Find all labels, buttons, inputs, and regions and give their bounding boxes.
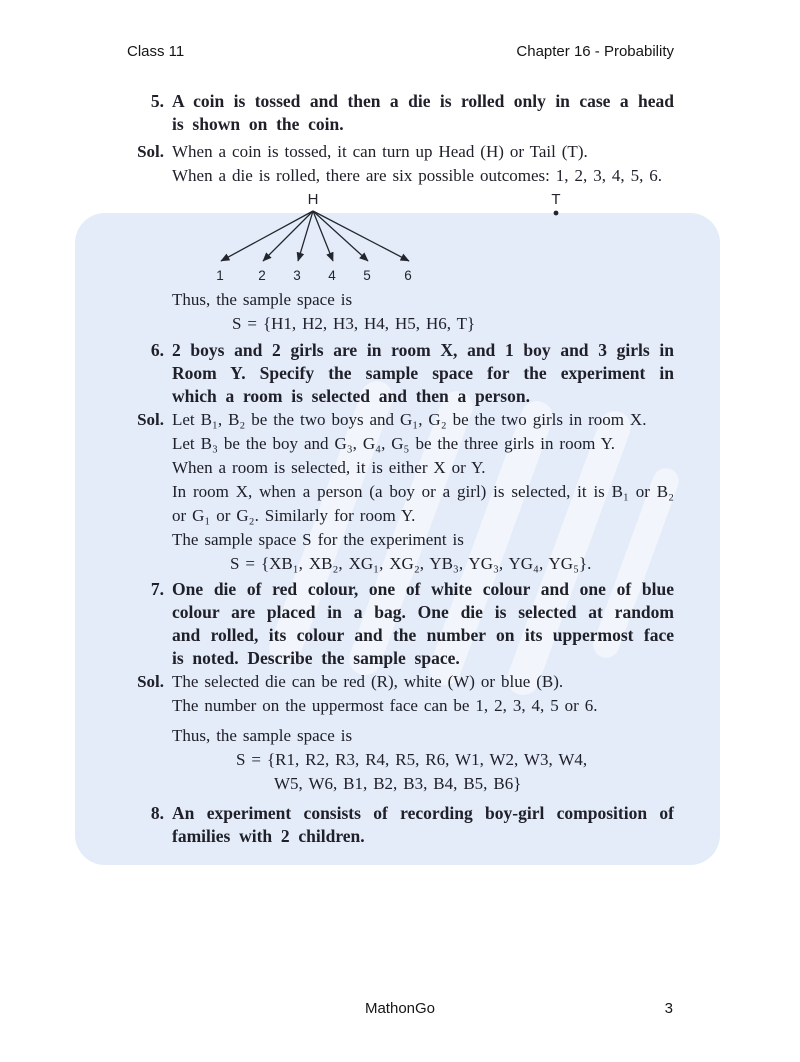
question-8 <box>118 802 674 848</box>
question-5-text: A coin is tossed and then a die is rolled only in case a head is shown on the coin. <box>172 91 674 134</box>
header-chapter-label: Chapter 16 - Probability <box>516 43 674 60</box>
header-class-label: Class 11 <box>127 43 185 60</box>
sample-space-q5: S = {H1, H2, H3, H4, H5, H6, T} <box>232 314 476 333</box>
question-8-text: An experiment consists of recording boy-girl composition of families with 2 children. <box>172 803 674 846</box>
question-5-number: 5. <box>150 91 164 111</box>
footer-brand: MathonGo <box>364 1000 436 1017</box>
outcome-label: 2 <box>258 268 266 283</box>
solution-7-label: Sol. <box>137 672 164 691</box>
outcome-label: 4 <box>328 268 336 283</box>
solution-5 <box>118 140 674 188</box>
page-content <box>118 90 674 848</box>
solution-5-label: Sol. <box>137 142 164 161</box>
footer-page-number: 3 <box>664 1000 673 1017</box>
solution-6 <box>118 408 674 576</box>
sample-space-q6: S = {XB₁, XB₂, XG₁, XG₂, YB₃, YG₃, YG₄, YG₅}. <box>230 554 592 573</box>
solution-6-paragraph: Let B₁, B₂ be the two boys and G₁, G₂ be the two girls in room X. <box>172 410 647 429</box>
solution-6-paragraph: The sample space S for the experiment is <box>172 530 464 549</box>
solution-6-paragraph: Let B₃ be the boy and G₃, G₄, G₅ be the three girls in room Y. <box>172 434 615 453</box>
question-6-text: 2 boys and 2 girls are in room X, and 1 boy and 3 girls in Room Y. Specify the sample space for the experiment in which a room is selected and then a person. <box>172 340 674 406</box>
question-7-text: One die of red colour, one of white colour and one of blue colour are placed in a bag. One die is selected at random and rolled, its colour and the number on its uppermost face is noted. Describe the sample space. <box>172 579 674 668</box>
outcome-label: 6 <box>404 268 412 283</box>
solution-6-paragraph: When a room is selected, it is either X or Y. <box>172 458 486 477</box>
outcome-label: 1 <box>216 268 224 283</box>
question-8-number: 8. <box>150 803 164 823</box>
sample-space-q7-line2: W5, W6, B1, B2, B3, B4, B5, B6} <box>274 774 522 793</box>
solution-5-paragraph: When a coin is tossed, it can turn up Head (H) or Tail (T). <box>172 142 588 161</box>
tail-terminal-dot <box>554 211 559 216</box>
head-node-label: H <box>307 191 319 208</box>
outcome-label: 5 <box>363 268 371 283</box>
question-7 <box>118 578 674 670</box>
question-6-number: 6. <box>150 340 164 360</box>
question-7-number: 7. <box>150 579 164 599</box>
solution-7-paragraph: The selected die can be red (R), white (W) or blue (B). <box>172 672 564 691</box>
outcome-label: 3 <box>293 268 301 283</box>
question-6 <box>118 339 674 408</box>
sample-space-q7-line1: S = {R1, R2, R3, R4, R5, R6, W1, W2, W3, W4, <box>236 750 588 769</box>
thus-line: Thus, the sample space is <box>172 290 353 309</box>
tail-node-label: T <box>551 191 561 208</box>
page-header <box>0 0 800 60</box>
solution-5-conclusion <box>118 288 674 336</box>
page-footer <box>0 1000 800 1016</box>
coin-die-tree-diagram <box>118 188 674 284</box>
thus-line: Thus, the sample space is <box>172 726 353 745</box>
branch-arrows <box>221 211 409 261</box>
solution-7-paragraph: The number on the uppermost face can be 1, 2, 3, 4, 5 or 6. <box>172 696 598 715</box>
solution-6-paragraph: In room X, when a person (a boy or a girl) is selected, it is B₁ or B₂ or G₁ or G₂. Similarly for room Y. <box>172 482 674 525</box>
solution-6-label: Sol. <box>137 410 164 429</box>
question-5 <box>118 90 674 136</box>
solution-5-paragraph: When a die is rolled, there are six possible outcomes: 1, 2, 3, 4, 5, 6. <box>172 166 663 185</box>
solution-7 <box>118 670 674 796</box>
